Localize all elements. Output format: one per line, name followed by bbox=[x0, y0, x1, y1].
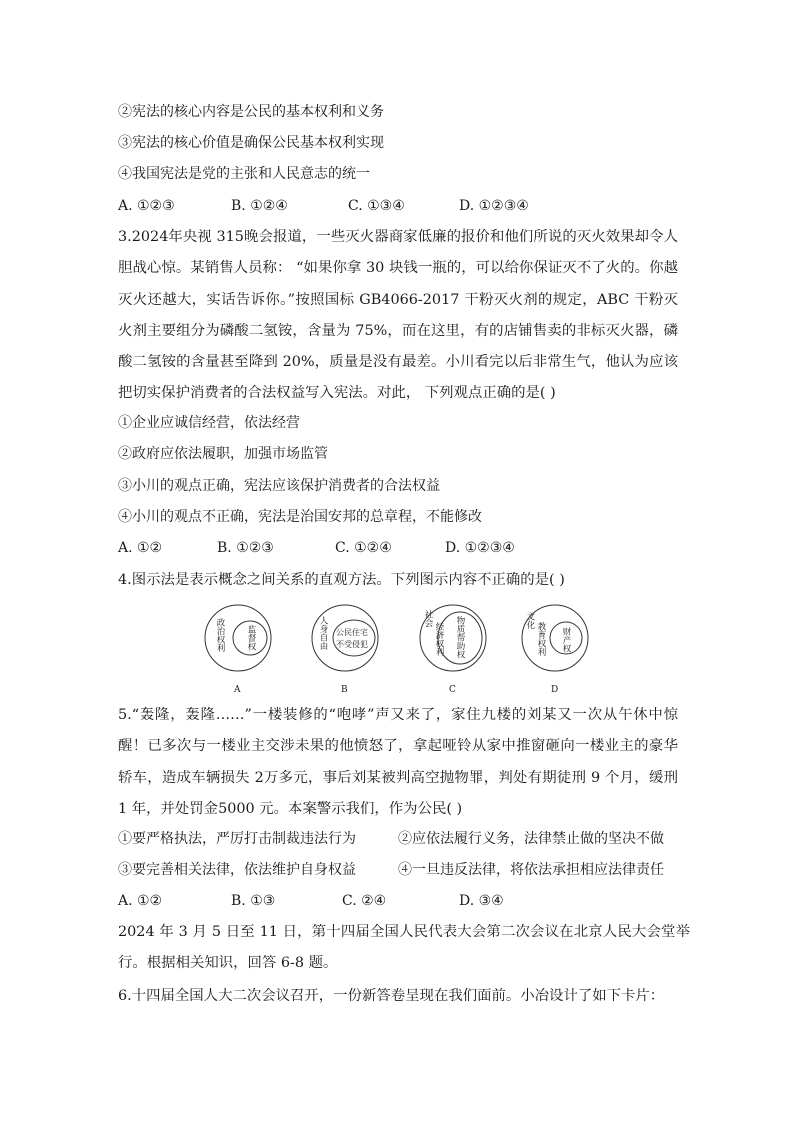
diagram-d-inner-label: 财产权 bbox=[561, 627, 571, 653]
q5-item-1: ①要严格执法，严厉打击制裁违法行为 bbox=[118, 831, 356, 847]
diagram-b-inner-label-2: 不受侵犯 bbox=[336, 640, 368, 649]
diagram-d-letter: D bbox=[551, 685, 559, 695]
q3-option-b: B. ①②③ bbox=[217, 540, 274, 556]
diagram-a-inner-label: 监督权 bbox=[246, 625, 256, 651]
diagram-b-outer-label: 人身自由 bbox=[318, 616, 328, 650]
diagram-b-inner-circle bbox=[333, 620, 375, 656]
q5-option-d: D. ③④ bbox=[459, 893, 504, 909]
q4-diagrams bbox=[198, 598, 604, 698]
q2-item-2: ②宪法的核心内容是公民的基本权利和义务 bbox=[118, 104, 384, 120]
q2-item-4: ④我国宪法是党的主张和人民意志的统一 bbox=[118, 166, 370, 182]
q4-stem: 4.图示法是表示概念之间关系的直观方法。下列图示内容不正确的是( ) bbox=[118, 572, 565, 588]
diagram-d-outer-label-2: 教育权利 bbox=[536, 622, 546, 656]
q5-items-row-2 bbox=[118, 860, 698, 880]
q5-options bbox=[118, 891, 678, 911]
q5-item-3: ③要完善相关法律，依法维护自身权益 bbox=[118, 862, 356, 878]
diagram-b-inner-label-1: 公民住宅 bbox=[336, 628, 368, 637]
diagram-c-letter: C bbox=[449, 685, 456, 695]
q5-items-row-1 bbox=[118, 829, 698, 849]
diagram-b-letter: B bbox=[341, 685, 348, 695]
q5-item-4: ④一旦违反法律，将依法承担相应法律责任 bbox=[398, 862, 664, 878]
diagram-c-outer-label-1: 社会 bbox=[423, 610, 433, 627]
q3-options bbox=[118, 538, 678, 558]
diagram-a-outer-label: 政治权利 bbox=[215, 618, 225, 652]
q2-option-c: C. ①③④ bbox=[348, 198, 405, 214]
q2-option-a: A. ①②③ bbox=[118, 198, 175, 214]
q3-item-4: ④小川的观点不正确，宪法是治国安邦的总章程，不能修改 bbox=[118, 509, 482, 525]
q4-diagram-svg bbox=[198, 598, 604, 698]
diagram-c-inner-label: 物质帮助权 bbox=[455, 616, 465, 659]
q5-option-a: A. ①② bbox=[118, 893, 163, 909]
q5-item-2: ②应依法履行义务，法律禁止做的坚决不做 bbox=[398, 831, 664, 847]
q3-option-d: D. ①②③④ bbox=[445, 540, 515, 556]
q2-option-b: B. ①②④ bbox=[231, 198, 288, 214]
q3-option-c: C. ①②④ bbox=[335, 540, 392, 556]
q2-options bbox=[118, 196, 678, 216]
q2-option-d: D. ①②③④ bbox=[459, 198, 529, 214]
diagram-a-letter: A bbox=[234, 685, 241, 695]
q3-item-2: ②政府应依法履职，加强市场监管 bbox=[118, 446, 328, 462]
q3-item-3: ③小川的观点正确，宪法应该保护消费者的合法权益 bbox=[118, 478, 440, 494]
q3-item-1: ①企业应诚信经营，依法经营 bbox=[118, 415, 300, 431]
diagram-c-outer-label-2: 经济权利 bbox=[434, 622, 444, 656]
q5-stem: 5.“轰隆，轰隆……”一楼装修的“咆哮”声又来了，家住九楼的刘某又一次从午休中惊醒！已多次与一楼业主交涉未果的他愤怒了，拿起哑铃从家中推窗砸向一楼业主的豪华轿车，造成车辆损失 2万多元，事后刘某被判高空抛物罪，判处有期徒刑 9 个月，缓刑 1 年，并处罚金5000 元。本案警示我们，作为公民( ) bbox=[118, 707, 678, 817]
q3-option-a: A. ①② bbox=[118, 540, 163, 556]
q2-item-3: ③宪法的核心价值是确保公民基本权利实现 bbox=[118, 135, 384, 151]
q3-stem: 3.2024年央视 315晚会报道，一些灭火器商家低廉的报价和他们所说的灭火效果却令人胆战心惊。某销售人员称： “如果你拿 30 块钱一瓶的，可以给你保证灭不了火的。你越灭火还越大，实话告诉你。”按照国标 GB4066-2017 干粉灭火剂的规定，ABC 干粉灭火剂主要组分为磷酸二氢铵，含量为 75%，而在这里，有的店铺售卖的非标灭火器，磷酸二氢铵的含量甚至降到 20%，质量是没有最差。小川看完以后非常生气，他认为应该把切实保护消费者的合法权益写入宪法。对此， 下列观点正确的是( ) bbox=[118, 229, 678, 402]
q5-option-c: C. ②④ bbox=[342, 893, 387, 909]
section-intro: 2024 年 3 月 5 日至 11 日，第十四届全国人民代表大会第二次会议在北京人民大会堂举行。根据相关知识，回答 6-8 题。 bbox=[118, 924, 690, 972]
q6-stem: 6.十四届全国人大二次会议召开，一份新答卷呈现在我们面前。小冶设计了如下卡片： bbox=[118, 988, 665, 1004]
q5-option-b: B. ①③ bbox=[231, 893, 276, 909]
diagram-d-outer-label-1: 文化 bbox=[525, 612, 535, 629]
